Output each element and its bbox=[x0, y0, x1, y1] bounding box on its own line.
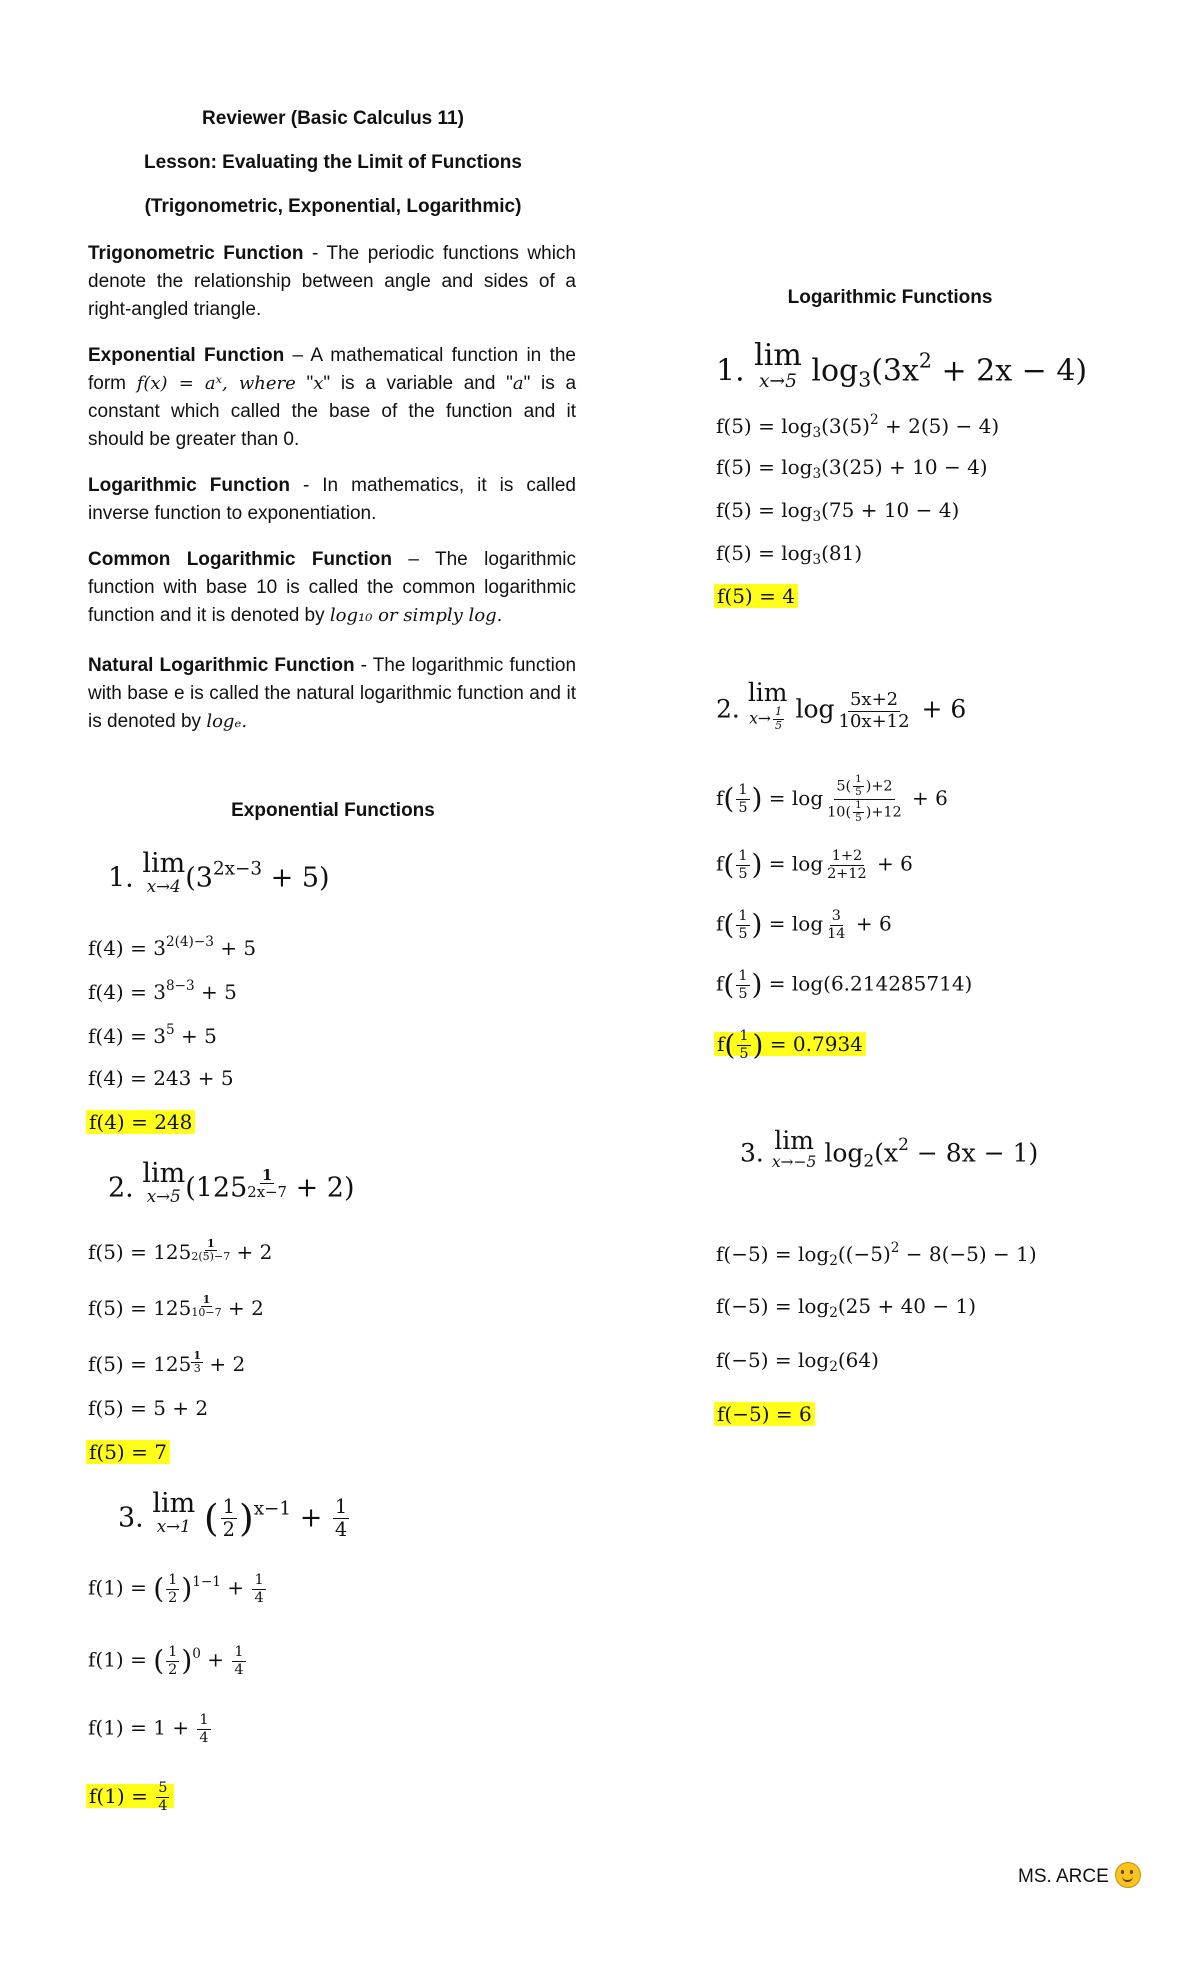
lesson-title: Lesson: Evaluating the Limit of Functions bbox=[144, 152, 522, 173]
log-problem-2: 2. lim x→ $\frac{1}{5}$ log $\frac{5x+2}{10x+12}$ + 6 bbox=[716, 678, 967, 733]
definition-text: - The logarithmic function with base e is called the natural logarithmic function and it is denoted by bbox=[88, 655, 577, 732]
exp-problem-1: 1. lim x→4 $(3^{2x-3} + 5)$ bbox=[108, 848, 330, 897]
log-step: f( $\frac{1}{5}$ ) = log(6.214285714) bbox=[716, 968, 973, 1002]
definition-math: log₁₀ or simply log. bbox=[329, 605, 503, 626]
exp-step: f(1) = ( $\frac{1}{2}$ )$^{1-1}$ + $\frac{1}{4}$ bbox=[88, 1572, 264, 1606]
section-heading-logarithmic: Logarithmic Functions bbox=[787, 287, 993, 308]
definition-natural-log bbox=[88, 652, 576, 736]
log-step: f( $\frac{1}{5}$ ) = log 5( $\frac{1}{5}$ )+2 10( $\frac{1}{5}$ )+12 + 6 bbox=[716, 773, 948, 824]
definition-text: – A mathematical function in the form bbox=[88, 345, 576, 394]
lesson-subtitle: (Trigonometric, Exponential, Logarithmic) bbox=[144, 196, 522, 217]
log-answer: f( $\frac{1}{5}$ ) = 0.7934 bbox=[714, 1028, 866, 1062]
log-step: $f(-5) = \log_2(64)$ bbox=[716, 1348, 879, 1376]
log-step: $f(5) = \log_3(3(5)^2 + 2(5) - 4)$ bbox=[716, 412, 1000, 441]
log-step: f( $\frac{1}{5}$ ) = log $\frac{1+2}{2+12}$ + 6 bbox=[716, 848, 913, 882]
definition-text: - The periodic functions which denote the relationship between angle and sides of a right-angled triangle. bbox=[88, 243, 576, 320]
exp-step: f(5) = 125 $\frac{1}{10-7}$ + 2 bbox=[88, 1293, 264, 1321]
log-step: $f(-5) = \log_2(25 + 40 - 1)$ bbox=[716, 1294, 977, 1322]
exp-answer: f(4) = 248 bbox=[86, 1110, 195, 1134]
definition-text: - In mathematics, it is called inverse function to exponentiation. bbox=[88, 475, 576, 524]
definition-text: " is a constant which called the base of the function and it should be greater than 0. bbox=[88, 373, 577, 450]
exp-step: f(4) = 243 + 5 bbox=[88, 1066, 234, 1090]
exp-step: f(1) = ( $\frac{1}{2}$ )$^0$ + $\frac{1}{4}$ bbox=[88, 1644, 244, 1678]
exp-step: f(5) = 5 + 2 bbox=[88, 1396, 209, 1420]
exp-answer: f(5) = 7 bbox=[86, 1440, 170, 1464]
exp-problem-2: 2. lim x→5 (125 $\frac{1}{2x-7}$ + 2) bbox=[108, 1158, 355, 1207]
section-heading-exponential: Exponential Functions bbox=[231, 800, 435, 821]
exp-problem-3: 3. lim x→1 ( $\frac{1}{2}$ )$^{x-1}$ + $\frac{1}{4}$ bbox=[118, 1488, 348, 1542]
exp-step: $f(4) = 3^{8-3} + 5$ bbox=[88, 978, 237, 1004]
author-signature bbox=[1018, 1862, 1141, 1888]
exp-step: $f(4) = 3^5 + 5$ bbox=[88, 1022, 217, 1048]
log-step: f( $\frac{1}{5}$ ) = log $\frac{3}{14}$ + 6 bbox=[716, 908, 892, 942]
exp-step: $f(4) = 3^{2(4)-3} + 5$ bbox=[88, 934, 257, 960]
definition-term: Natural Logarithmic Function bbox=[88, 655, 355, 676]
definition-math: logₑ. bbox=[206, 711, 248, 732]
log-step: $f(5) = \log_3(75 + 10 - 4)$ bbox=[716, 498, 960, 526]
document-title: Reviewer (Basic Calculus 11) bbox=[202, 108, 464, 129]
definition-term: Exponential Function bbox=[88, 345, 285, 366]
definition-math: x bbox=[313, 373, 324, 394]
log-answer: f(5) = 4 bbox=[714, 584, 798, 608]
definition-text: " is a variable and " bbox=[323, 373, 513, 394]
author-name: MS. ARCE bbox=[1018, 1866, 1109, 1887]
exp-step: f(5) = 125 $\frac{1}{3}$ + 2 bbox=[88, 1349, 246, 1377]
exp-answer: f(1) = $\frac{5}{4}$ bbox=[86, 1780, 174, 1814]
definition-term: Trigonometric Function bbox=[88, 243, 304, 264]
definition-text: " bbox=[295, 373, 314, 394]
smiley-icon bbox=[1115, 1862, 1141, 1888]
definition-common-log bbox=[88, 546, 576, 630]
definition-logarithmic bbox=[88, 472, 576, 528]
definition-term: Common Logarithmic Function bbox=[88, 549, 393, 570]
definition-math: a bbox=[512, 373, 524, 394]
definition-text: – The logarithmic function with base 10 is called the common logarithmic function and it is denoted by bbox=[88, 549, 576, 626]
log-problem-3: 3. lim x→−5 $\log_2(x^2 - 8x - 1)$ bbox=[740, 1126, 1039, 1172]
definition-exponential bbox=[88, 342, 576, 454]
log-answer: f(−5) = 6 bbox=[714, 1402, 815, 1426]
exp-step: f(1) = 1 + $\frac{1}{4}$ bbox=[88, 1712, 209, 1746]
log-step: $f(5) = \log_3(81)$ bbox=[716, 541, 863, 569]
definition-trigonometric bbox=[88, 240, 576, 324]
definition-math: f(x) = aˣ, where bbox=[136, 373, 296, 394]
log-step: $f(5) = \log_3(3(25) + 10 - 4)$ bbox=[716, 455, 988, 483]
exp-step: f(5) = 125 $\frac{1}{2(5)-7}$ + 2 bbox=[88, 1237, 273, 1265]
definition-term: Logarithmic Function bbox=[88, 475, 290, 496]
log-problem-1: 1. lim x→5 $\log_3(3x^2 + 2x - 4)$ bbox=[716, 338, 1088, 392]
log-step: $f(-5) = \log_2((-5)^2 - 8(-5) - 1)$ bbox=[716, 1240, 1037, 1269]
